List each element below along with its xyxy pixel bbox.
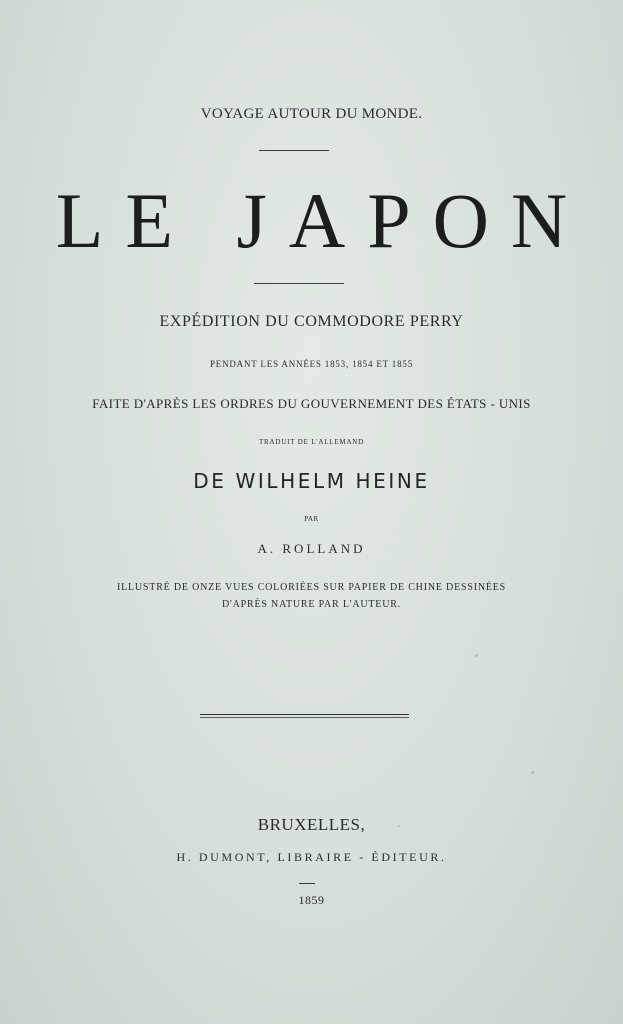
- publisher: H. DUMONT, LIBRAIRE - ÉDITEUR.: [176, 850, 447, 864]
- foxing-spot: [531, 771, 534, 774]
- illustration-note-line1: ILLUSTRÉ DE ONZE VUES COLORIÉES SUR PAPIER DE CHINE DESSINÉES: [116, 582, 507, 593]
- divider-rule: [259, 150, 329, 151]
- double-rule-bottom: [200, 717, 409, 718]
- divider-rule: [254, 283, 344, 284]
- translated-from-line: TRADUIT DE L'ALLEMAND: [258, 438, 365, 446]
- series-title: VOYAGE AUTOUR DU MONDE.: [200, 106, 423, 122]
- publication-year: 1859: [298, 893, 325, 907]
- short-rule: [299, 883, 315, 884]
- author-name: DE WILHELM HEINE: [193, 469, 430, 493]
- foxing-spot: [475, 654, 478, 657]
- years-line: PENDANT LES ANNÉES 1853, 1854 ET 1855: [209, 359, 414, 369]
- subtitle: EXPÉDITION DU COMMODORE PERRY: [159, 313, 464, 330]
- translator-name: A. ROLLAND: [257, 541, 366, 556]
- par-line: PAR: [304, 515, 319, 523]
- orders-line: FAITE D'APRÈS LES ORDRES DU GOUVERNEMENT DES ÉTATS - UNIS: [92, 396, 531, 411]
- foxing-spot: [398, 825, 400, 827]
- book-title: LE JAPON: [55, 177, 590, 264]
- illustration-note-line2: D'APRÈS NATURE PAR L'AUTEUR.: [222, 599, 401, 610]
- double-rule-top: [200, 714, 409, 715]
- publication-city: BRUXELLES,: [257, 815, 366, 834]
